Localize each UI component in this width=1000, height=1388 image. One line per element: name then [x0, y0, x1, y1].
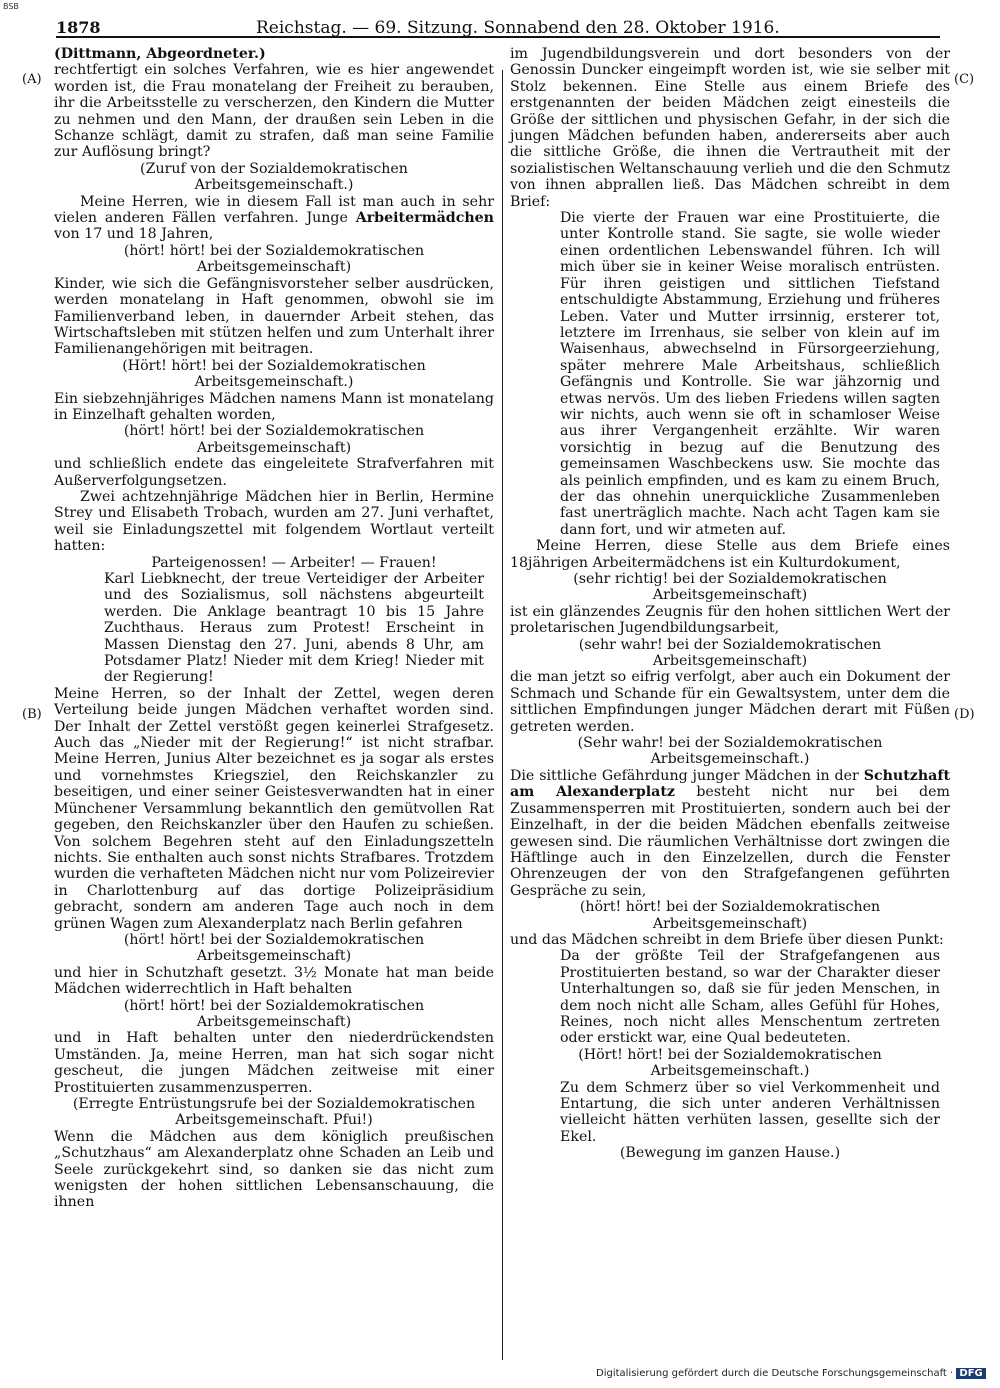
paragraph: Ein siebzehnjähriges Mädchen namens Mann ist monatelang in Einzelhaft gehalten worden, [54, 390, 494, 423]
margin-mark-b: (B) [22, 707, 42, 722]
interjection: (hört! hört! bei der Sozialdemokratischen Arbeitsgemeinschaft) [123, 997, 425, 1030]
quoted-letter: Da der größte Teil der Strafgefangenen aus Prostituierten bestand, so war der Charakter dieser Unterhaltungen so, daß sie für jeden Menschen, in dem noch nicht alle Scham, alles Gefühl für Hohes, Reines, noch nicht alles Menschentum zertreten oder erstickt war, eine Qual bedeuteten. [560, 948, 940, 1047]
paragraph: Meine Herren, diese Stelle aus dem Briefe eines 18jährigen Arbeitermädchens ist ein Kulturdokument, [510, 538, 950, 571]
interjection: (sehr wahr! bei der Sozialdemokratischen Arbeitsgemeinschaft) [578, 636, 882, 670]
quoted-flyer-heading: Parteigenossen! — Arbeiter! — Frauen! [151, 554, 437, 571]
interjection: (Hört! hört! bei der Sozialdemokratischen Arbeitsgemeinschaft.) [122, 357, 426, 391]
margin-mark-d: (D) [954, 707, 975, 722]
speaker-name: (Dittmann, Abgeordneter.) [54, 46, 266, 62]
interjection: (hört! hört! bei der Sozialdemokratischen Arbeitsgemeinschaft) [579, 899, 881, 932]
interjection: (Bewegung im ganzen Hause.) [619, 1145, 841, 1162]
library-mark: BSB [3, 2, 19, 11]
paragraph: Meine Herren, wie in diesem Fall ist man auch in sehr vielen anderen Fällen verfahren. Junge Arbeitermädchen von 17 und 18 Jahren, [54, 193, 494, 243]
left-column [54, 46, 494, 1211]
paragraph: Meine Herren, so der Inhalt der Zettel, wegen deren Verteilung beide jungen Mädchen verhaftet worden sind. Der Inhalt der Zettel verstößt gegen keinerlei Strafgesetz. Auch das „Nieder mit der Regierung!“ ist nicht strafbar. Meine Herren, Junius Alter bezeichnet es ja sogar als erstes und vornehmstes Kriegsziel, den Reichskanzler zu beseitigen, und einer seiner Geistesverwandten hat in einer Münchener Versammlung bekanntlich den gemütvollen Rat gegeben, den Reichskanzler über den Haufen zu schießen. Von solchem Begehren steht auf den Einladungszetteln nichts. Sie enthalten auch sonst nichts Strafbares. Trotzdem wurden die verhafteten Mädchen nicht nur vom Polizeirevier in Charlottenburg auf das dortige Polizeipräsidium gebracht, sondern am anderen Tage auch noch in dem grünen Wagen zum Alexanderplatz nach Berlin gefahren [54, 685, 494, 932]
margin-mark-c: (C) [954, 72, 975, 87]
paragraph: und in Haft behalten unter den niederdrückendsten Umständen. Ja, meine Herren, man hat sich sogar nicht gescheut, die jungen Mädchen zeitweise mit einer Prostituierten zusammenzusperren. [54, 1030, 494, 1096]
interjection: (hört! hört! bei der Sozialdemokratischen Arbeitsgemeinschaft) [123, 423, 425, 456]
column-divider [502, 70, 503, 1360]
interjection: (hört! hört! bei der Sozialdemokratischen Arbeitsgemeinschaft) [123, 242, 425, 276]
quoted-flyer-text: Karl Liebknecht, der treue Verteidiger der Arbeiter und des Sozialismus, soll nächstens abgeurteilt werden. Die Anklage beantragt 10 bis 15 Jahre Zuchthaus. Heraus zum Protest! Erscheint in Massen Dienstag den 27. Juni, abends 8 Uhr, am Potsdamer Platz! Nieder mit dem Krieg! Nieder mit der Regierung! [104, 571, 484, 686]
interjection: (sehr richtig! bei der Sozialdemokratischen Arbeitsgemeinschaft) [573, 571, 887, 604]
interjection: (Zuruf von der Sozialdemokratischen Arbeitsgemeinschaft.) [140, 160, 408, 194]
paragraph: ist ein glänzendes Zeugnis für den hohen sittlichen Wert der proletarischen Jugendbildungsarbeit, [510, 603, 950, 637]
interjection: (Hört! hört! bei der Sozialdemokratischen Arbeitsgemeinschaft.) [578, 1046, 882, 1080]
interjection: (hört! hört! bei der Sozialdemokratischen Arbeitsgemeinschaft) [123, 931, 425, 965]
paragraph: Die sittliche Gefährdung junger Mädchen in der Schutzhaft am Alexanderplatz besteht nicht nur bei dem Zusammensperren mit Prostituierten, sondern auch bei der Einzelhaft, in der die beiden Mädchen ebenfalls zeitweise gewesen sind. Die räumlichen Verhältnisse dort zwingen die Häftlinge auch in den Einzelzellen, durch die Fenster Ohrenzeugen der von den Strafgefangenen geführten Gespräche zu sein, [510, 767, 950, 899]
margin-mark-a: (A) [22, 72, 42, 87]
paragraph: die man jetzt so eifrig verfolgt, aber auch ein Dokument der Schmach und Schande für ein Gewaltsystem, unter dem die sittlichen Empfindungen junger Mädchen derart mit Füßen getreten werden. [510, 669, 950, 735]
paragraph: Zwei achtzehnjährige Mädchen hier in Berlin, Hermine Strey und Elisabeth Trobach, wurden am 27. Juni verhaftet, weil sie Einladungszettel mit folgendem Wortlaut verteilt hatten: [54, 488, 494, 555]
header-rule [56, 36, 940, 38]
paragraph: rechtfertigt ein solches Verfahren, wie es hier angewendet worden ist, die Frau monatelang der Freiheit zu berauben, ihr die Arbeitsstelle zu verscherzen, den Kindern die Mutter zu nehmen und den Mann, der draußen sein Leben in die Schanze schlägt, damit zu strafen, daß man seine Familie zur Auflösung bringt? [54, 62, 494, 161]
quoted-letter: Die vierte der Frauen war eine Prostituierte, die unter Kontrolle stand. Sie sagte, sie wolle wieder einen ordentlichen Lebenswandel führen. Ich will mich über sie in keiner Weise moralisch entrüsten. Für ihren geistigen und sittlichen Tiefstand entschuldigte Abstammung, Erziehung und früheres Leben. Vater und Mutter irrsinnig, ersterer tot, letztere im Irrenhaus, sie selber von klein auf im Waisenhaus, abwechselnd in Fürsorgeerziehung, später mehrere Male Arbeitshaus, schließlich Gefängnis und Kontrolle. Sie war jähzornig und etwas nervös. Um des lieben Friedens willen sagten wir nichts, auch wenn sie oft in schamloser Weise aus ihrer Vergangenheit erzählte. Wir waren vorsichtig in bezug auf die Benutzung des gemeinsamen Waschbeckens usw. Sie mochte das als peinlich empfinden, und es kam zu einem Bruch, der das ohnehin unerquickliche Zusammenleben fast unerträglich machte. Nach acht Tagen kam sie dann fort, und wir atmeten auf. [560, 210, 940, 538]
paragraph: Kinder, wie sich die Gefängnisvorsteher selber ausdrücken, werden monatelang in Haft genommen, obwohl sie im Familienverband leben, in dauernder Arbeit stehen, das Wirtschaftsleben mit stützen helfen und zum Unterhalt ihrer Familienangehörigen mit beitragen. [54, 275, 494, 358]
paragraph: und schließlich endete das eingeleitete Strafverfahren mit Außerverfolgungsetzen. [54, 456, 494, 489]
footer-text: Digitalisierung gefördert durch die Deutsche Forschungsgemeinschaft · [596, 1368, 954, 1379]
paragraph: im Jugendbildungsverein und dort besonders von der Genossin Duncker eingeimpft worden ist, wie sie selber mit Stolz bekennen. Eine Stelle aus einem Briefe des erstgenannten der beiden Mädchen zeigt einesteils die Größe der sittlichen und physischen Gefahr, in der sich die jungen Mädchen befunden haben, andererseits aber auch die sittliche Größe, die ihnen die Vertrautheit mit der sozialistischen Weltanschauung verlieh und die den Schmutz von ihnen abprallen ließ. Das Mädchen schreibt in dem Brief: [510, 46, 950, 210]
paragraph: und hier in Schutzhaft gesetzt. 3½ Monate hat man beide Mädchen widerrechtlich in Haft behalten [54, 964, 494, 998]
dfg-logo: DFG [956, 1368, 985, 1379]
digitization-footer [596, 1368, 986, 1379]
page-header [56, 4, 940, 38]
paragraph: Wenn die Mädchen aus dem königlich preußischen „Schutzhaus“ am Alexanderplatz ohne Schaden an Leib und Seele zurückgekehrt sind, so danken sie das nicht zum wenigsten der hohen sittlichen Lebensanschauung, die ihnen [54, 1128, 494, 1211]
interjection: (Erregte Entrüstungsrufe bei der Sozialdemokratischen Arbeitsgemeinschaft. Pfui!) [72, 1096, 476, 1129]
running-title: Reichstag. — 69. Sitzung. Sonnabend den 28. Oktober 1916. [256, 18, 780, 38]
right-column [510, 46, 950, 1162]
interjection: (Sehr wahr! bei der Sozialdemokratischen Arbeitsgemeinschaft.) [577, 735, 883, 768]
page-number: 1878 [56, 18, 101, 37]
paragraph: und das Mädchen schreibt in dem Briefe über diesen Punkt: [510, 931, 944, 948]
quoted-letter: Zu dem Schmerz über so viel Verkommenheit und Entartung, die sich unter anderen Verhältnissen vielleicht hätten verhüten lassen, gesellte sich der Ekel. [560, 1079, 940, 1145]
